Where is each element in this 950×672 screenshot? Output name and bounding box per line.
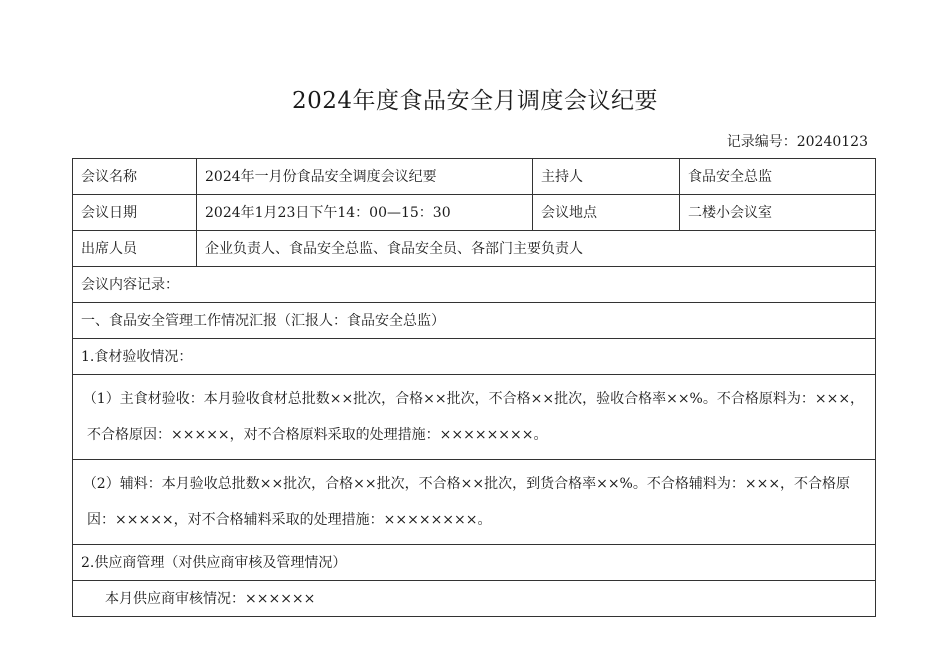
meeting-date-label: 会议日期 xyxy=(73,195,197,231)
meeting-name-label: 会议名称 xyxy=(73,159,197,195)
table-row xyxy=(73,460,876,545)
content-label: 会议内容记录： xyxy=(73,267,876,303)
item-detail-auxiliary: （2）辅料：本月验收总批数××批次，合格××批次，不合格××批次，到货合格率××%。不合格辅料为：×××，不合格原因：×××××，对不合格辅料采取的处理措施：××××××××。 xyxy=(73,460,876,545)
location-value: 二楼小会议室 xyxy=(680,195,876,231)
host-label: 主持人 xyxy=(533,159,680,195)
item-heading: 1.食材验收情况： xyxy=(73,339,876,375)
record-number: 记录编号：20240123 xyxy=(726,134,868,150)
table-row xyxy=(73,231,876,267)
item-heading: 2.供应商管理（对供应商审核及管理情况） xyxy=(73,545,876,581)
table-row xyxy=(73,195,876,231)
table-row xyxy=(73,339,876,375)
minutes-table xyxy=(72,158,876,617)
table-row xyxy=(73,375,876,460)
meeting-name-value: 2024年一月份食品安全调度会议纪要 xyxy=(197,159,533,195)
attendees-label: 出席人员 xyxy=(73,231,197,267)
table-row xyxy=(73,581,876,617)
table-row xyxy=(73,267,876,303)
section-heading: 一、食品安全管理工作情况汇报（汇报人：食品安全总监） xyxy=(73,303,876,339)
meeting-date-value: 2024年1月23日下午14：00—15：30 xyxy=(197,195,533,231)
item-detail-main-ingredients: （1）主食材验收：本月验收食材总批数××批次，合格××批次，不合格××批次，验收合格率××%。不合格原料为：×××，不合格原因：×××××，对不合格原料采取的处理措施：××××××××。 xyxy=(73,375,876,460)
table-row xyxy=(73,545,876,581)
attendees-value: 企业负责人、食品安全总监、食品安全员、各部门主要负责人 xyxy=(197,231,876,267)
host-value: 食品安全总监 xyxy=(680,159,876,195)
document-title: 2024年度食品安全月调度会议纪要 xyxy=(291,88,659,114)
supplier-audit-text: 本月供应商审核情况：×××××× xyxy=(73,581,876,617)
table-row xyxy=(73,303,876,339)
location-label: 会议地点 xyxy=(533,195,680,231)
table-row xyxy=(73,159,876,195)
